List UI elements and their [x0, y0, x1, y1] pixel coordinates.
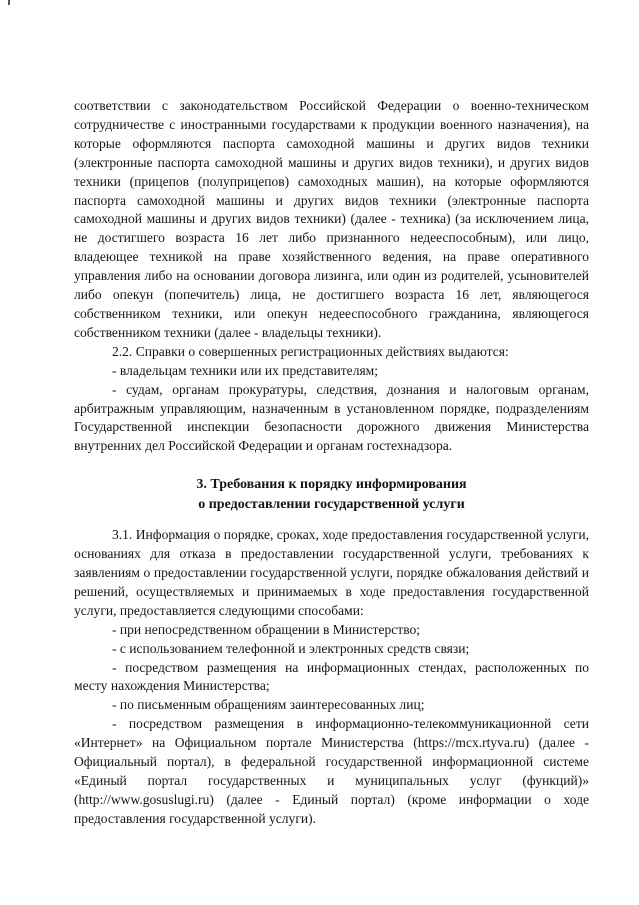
- section-heading-line-1: 3. Требования к порядку информирования: [196, 477, 467, 493]
- paragraph-owners-definition: соответствии с законодательством Российской Федерации о военно-техническом сотрудничестве с иностранными государствами к продукции военного назначения), на которые оформляются паспорта самоходной машины и других видов техники (электронные паспорта самоходной машины и других видов техники), и других видов техники (прицепов (полуприцепов) самоходных машин), на которые оформляются паспорта самоходной машины и других видов техники (электронные паспорта самоходной машины и других видов техники) (далее - техника) (за исключением лица, не достигшего возраста 16 лет либо признанного недееспособным), или лицо, владеющее техникой на праве хозяйственного ведения, на праве оперативного управления либо на основании договора лизинга, или один из родителей, усыновителей либо опекун (попечитель) лица, не достигшего возраста 16 лет, являющегося собственником техники, или опекун недееспособного гражданина, являющегося собственником техники (далее - владельцы техники).: [74, 98, 589, 340]
- list-item-direct-visit: - при непосредственном обращении в Министерство;: [112, 621, 421, 637]
- document-page: [74, 97, 589, 829]
- paragraph-3-1: 3.1. Информация о порядке, сроках, ходе предоставления государственной услуги, основаниях для отказа в предоставлении государственной услуги, требованиях к заявлениям о предоставлении государственной услуги, порядке обжалования действий и решений, осуществляемых и принимаемых в ходе предоставления государственной услуги, предоставляется следующими способами:: [74, 527, 589, 618]
- list-item-phone: - с использованием телефонной и электронных средств связи;: [112, 640, 470, 656]
- paragraph-2-2: 2.2. Справки о совершенных регистрационных действиях выдаются:: [112, 343, 509, 359]
- scan-corner-mark: [8, 0, 10, 5]
- list-item-authorities: - судам, органам прокуратуры, следствия, дознания и налоговым органам, арбитражным управляющим, назначенным в установленном порядке, подразделениям Государственной инспекции безопасности дорожного движения Министерства внутренних дел Российской Федерации и органам гостехнадзора.: [74, 381, 589, 454]
- list-item-written-requests: - по письменным обращениям заинтересованных лиц;: [112, 697, 425, 713]
- list-item-internet: - посредством размещения в информационно-телекоммуникационной сети «Интернет» на Официальном портале Министерства (https://mcx.rtyva.ru) (далее - Официальный портал), в федеральной государственной информационной системе «Единый портал государственных и муниципальных услуг (функций)» (http://www.gosuslugi.ru) (далее - Единый портал) (кроме информации о ходе предоставления государственной услуги).: [74, 716, 589, 826]
- section-heading-line-2: о предоставлении государственной услуги: [198, 496, 465, 512]
- list-item-info-stands: - посредством размещения на информационных стендах, расположенных по месту нахождения Министерства;: [74, 659, 589, 694]
- list-item-owners: - владельцам техники или их представителям;: [112, 362, 379, 378]
